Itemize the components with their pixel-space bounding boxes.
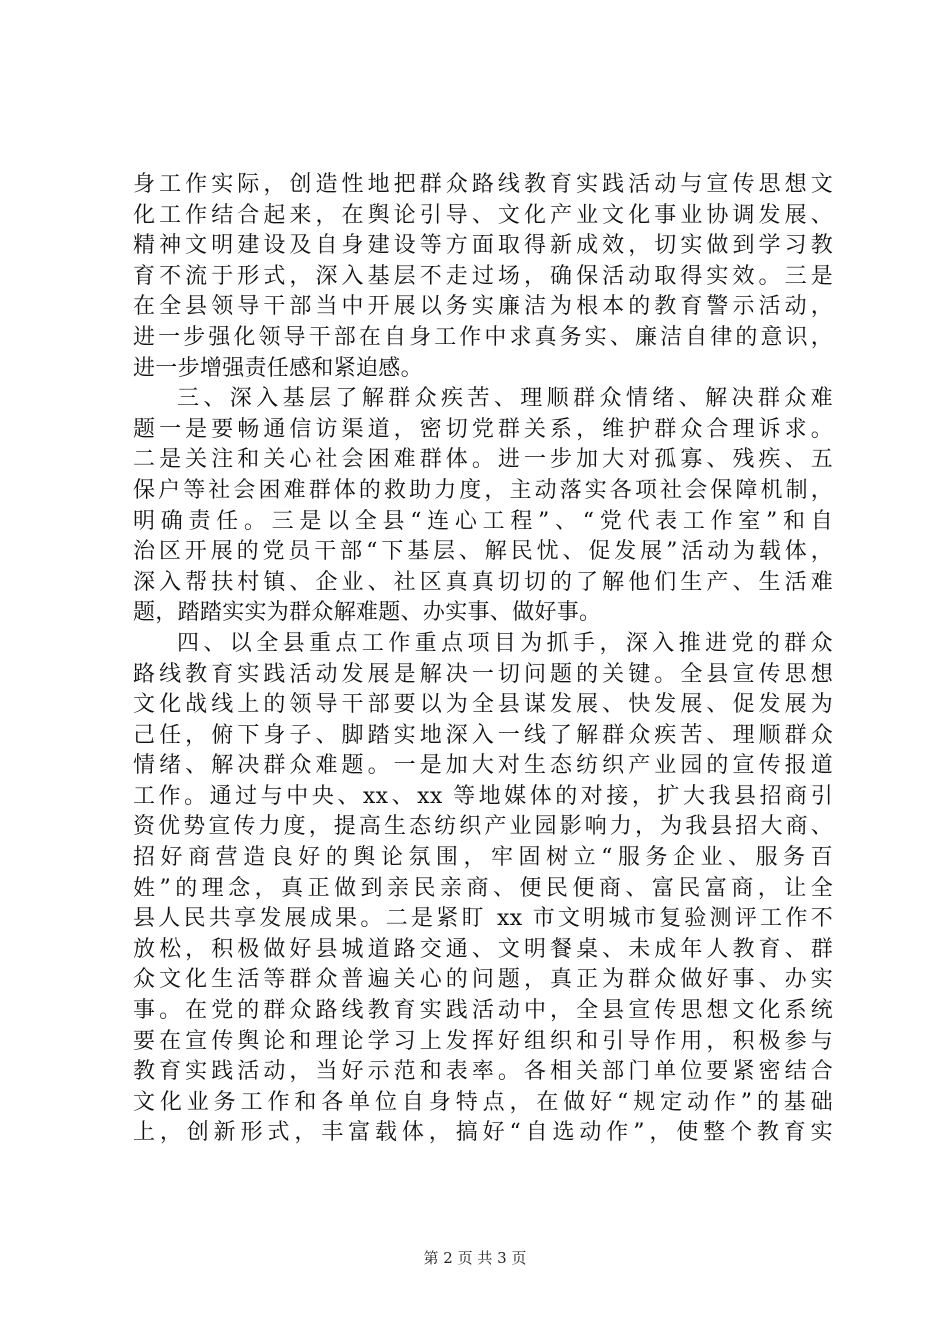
- paragraph-line: 路线教育实践活动发展是解决一切问题的关键。全县宣传思想: [133, 661, 833, 687]
- paragraph-line: 姓”的理念，真正做到亲民亲商、便民便商、富民富商，让全: [133, 875, 833, 901]
- paragraph-line: 化工作结合起来，在舆论引导、文化产业文化事业协调发展、: [133, 202, 833, 228]
- paragraph-line: 文化战线上的领导干部要以为全县谋发展、快发展、促发展为: [133, 692, 833, 718]
- paragraph-line: 工作。通过与中央、xx、xx 等地媒体的对接，扩大我县招商引: [133, 783, 833, 809]
- paragraph-line: 县人民共享发展成果。二是紧盯 xx 市文明城市复验测评工作不: [133, 906, 833, 932]
- paragraph-line: 题，踏踏实实为群众解难题、办实事、做好事。: [133, 600, 602, 626]
- paragraph-line: 己任，俯下身子、脚踏实地深入一线了解群众疾苦、理顺群众: [133, 722, 833, 748]
- paragraph-line: 招好商营造良好的舆论氛围，牢固树立“服务企业、服务百: [133, 845, 833, 871]
- paragraph-line: 三、深入基层了解群众疾苦、理顺群众情绪、解决群众难: [177, 386, 833, 412]
- paragraph-line: 教育实践活动，当好示范和表率。各相关部门单位要紧密结合: [133, 1059, 833, 1085]
- paragraph-line: 四、以全县重点工作重点项目为抓手，深入推进党的群众: [177, 630, 833, 656]
- paragraph: [133, 170, 833, 384]
- paragraph-line: 进一步强化领导干部在自身工作中求真务实、廉洁自律的意识，: [133, 324, 833, 350]
- paragraph-line: 资优势宣传力度，提高生态纺织产业园影响力，为我县招大商、: [133, 814, 833, 840]
- paragraph-line: 文化业务工作和各单位自身特点，在做好“规定动作”的基础: [133, 1089, 833, 1115]
- paragraph-line: 治区开展的党员干部“下基层、解民忧、促发展”活动为载体，: [133, 539, 833, 565]
- paragraph-line: 明确责任。三是以全县“连心工程”、“党代表工作室”和自: [133, 508, 833, 534]
- paragraph-line: 事。在党的群众路线教育实践活动中，全县宣传思想文化系统: [133, 998, 833, 1024]
- paragraph-line: 众文化生活等群众普遍关心的问题，真正为群众做好事、办实: [133, 967, 833, 993]
- page-footer: [0, 1247, 950, 1268]
- document-body: [133, 170, 833, 1149]
- paragraph-line: 放松，积极做好县城道路交通、文明餐桌、未成年人教育、群: [133, 936, 833, 962]
- paragraph-line: 二是关注和关心社会困难群体。进一步加大对孤寡、残疾、五: [133, 447, 833, 473]
- paragraph-line: 身工作实际，创造性地把群众路线教育实践活动与宣传思想文: [133, 172, 833, 197]
- paragraph: [133, 629, 833, 1149]
- paragraph-line: 育不流于形式，深入基层不走过场，确保活动取得实效。三是: [133, 263, 833, 289]
- paragraph-line: 深入帮扶村镇、企业、社区真真切切的了解他们生产、生活难: [133, 569, 833, 595]
- page-total: 共 3 页: [477, 1249, 527, 1267]
- paragraph-line: 在全县领导干部当中开展以务实廉洁为根本的教育警示活动，: [133, 294, 833, 320]
- page-number: 第 2 页: [423, 1249, 473, 1267]
- paragraph-line: 精神文明建设及自身建设等方面取得新成效，切实做到学习教: [133, 233, 833, 259]
- paragraph-line: 上，创新形式，丰富载体，搞好“自选动作”，使整个教育实: [133, 1120, 833, 1146]
- paragraph: [133, 384, 833, 629]
- paragraph-line: 情绪、解决群众难题。一是加大对生态纺织产业园的宣传报道: [133, 753, 833, 779]
- paragraph-line: 进一步增强责任感和紧迫感。: [133, 355, 423, 381]
- paragraph-line: 题一是要畅通信访渠道，密切党群关系，维护群众合理诉求。: [133, 416, 833, 442]
- paragraph-line: 保户等社会困难群体的救助力度，主动落实各项社会保障机制，: [133, 477, 833, 503]
- paragraph-line: 要在宣传舆论和理论学习上发挥好组织和引导作用，积极参与: [133, 1028, 833, 1054]
